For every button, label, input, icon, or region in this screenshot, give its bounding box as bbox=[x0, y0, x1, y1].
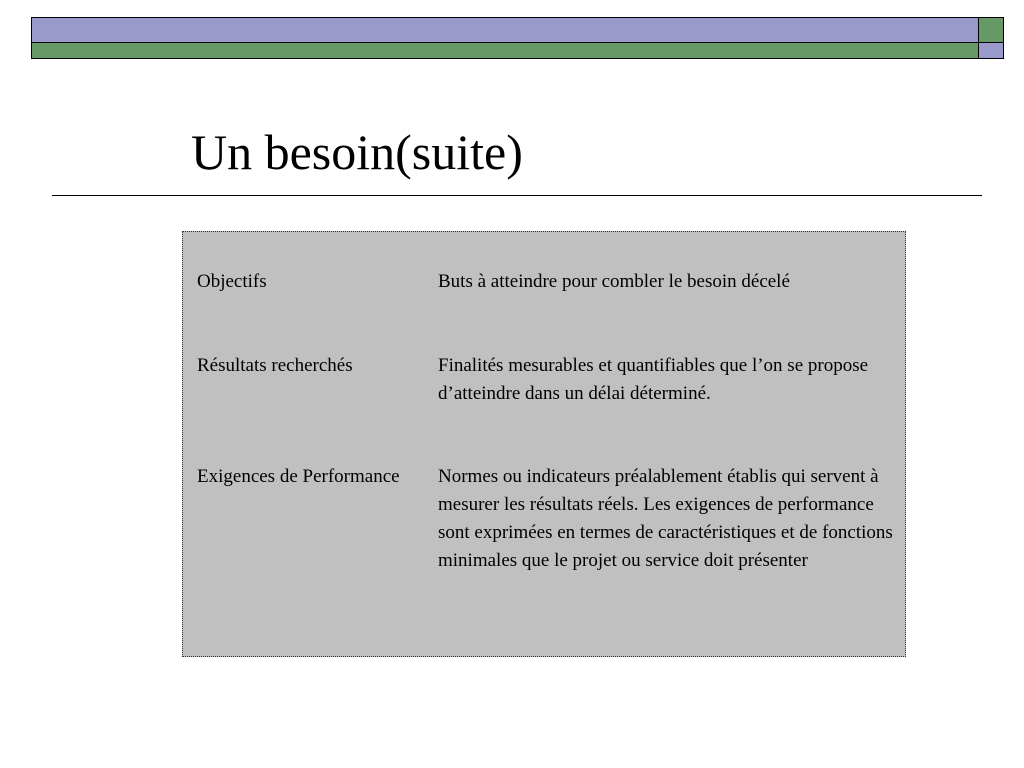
term-definition: Normes ou indicateurs préalablement établis qui servent à mesurer les résultats réels. Les exigences de performance sont exprimées en termes de caractéristiques et de fonctions minimales que le projet ou service doit présenter bbox=[438, 466, 893, 571]
term-definition: Finalités mesurables et quantifiables que l’on se propose d’atteindre dans un délai déterminé. bbox=[438, 355, 869, 404]
term-definition: Buts à atteindre pour combler le besoin décelé bbox=[438, 271, 790, 292]
term-label: Exigences de Performance bbox=[197, 466, 400, 487]
header-square-top bbox=[978, 17, 1004, 43]
header-bar-bottom bbox=[31, 42, 979, 59]
slide-title: Un besoin(suite) bbox=[191, 124, 523, 180]
header-bar-top bbox=[31, 17, 979, 43]
term-label: Objectifs bbox=[197, 271, 267, 292]
term-label: Résultats recherchés bbox=[197, 355, 353, 376]
title-divider bbox=[52, 195, 982, 196]
header-square-bottom bbox=[978, 42, 1004, 59]
